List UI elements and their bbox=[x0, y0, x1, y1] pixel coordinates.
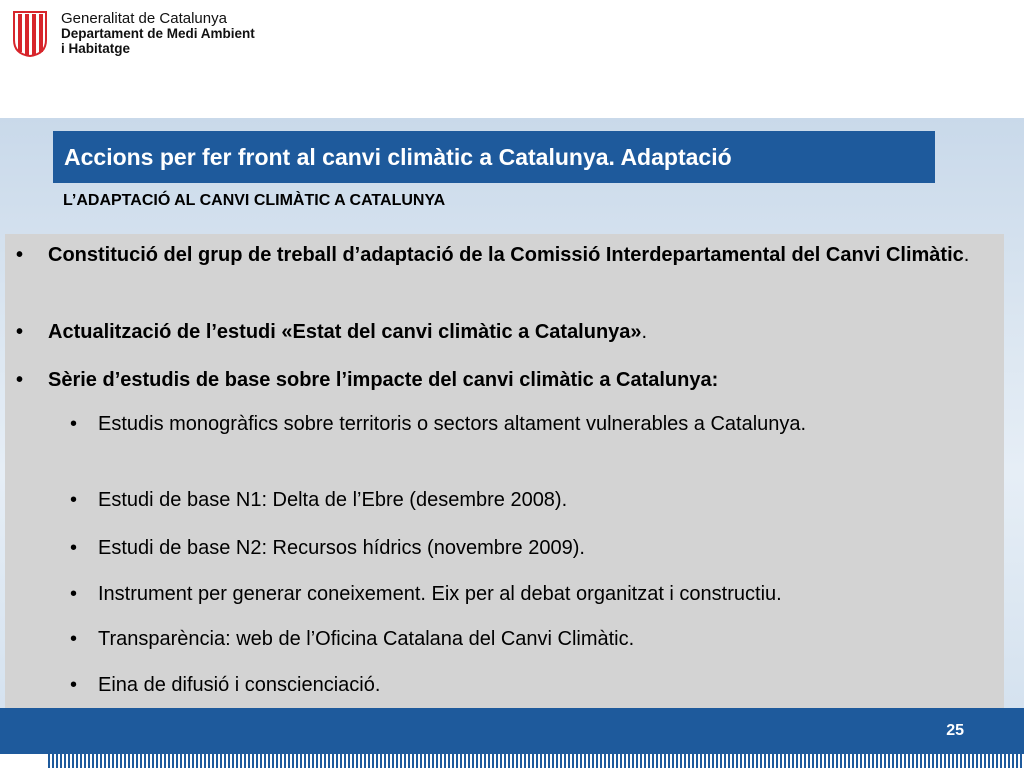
org-line-2: Departament de Medi Ambient bbox=[61, 26, 255, 41]
list-item bbox=[16, 318, 991, 347]
bullet-icon: • bbox=[70, 628, 78, 650]
sub-list-item bbox=[70, 625, 991, 654]
org-line-1: Generalitat de Catalunya bbox=[61, 10, 227, 27]
bullet-icon: • bbox=[70, 489, 78, 511]
list-item bbox=[16, 366, 991, 395]
sub-list-item-text: Instrument per generar coneixement. Eix per al debat organitzat i constructiu. bbox=[98, 583, 782, 605]
footer-stripes-gap bbox=[0, 754, 46, 768]
sub-list-item bbox=[70, 486, 991, 515]
bullet-icon: • bbox=[70, 674, 78, 696]
list-item-text: Sèrie d’estudis de base sobre l’impacte del canvi climàtic a Catalunya: bbox=[48, 369, 719, 391]
org-line-3: i Habitatge bbox=[61, 41, 131, 56]
organization-name bbox=[61, 11, 1024, 56]
sub-list-item-text: Estudi de base N2: Recursos hídrics (novembre 2009). bbox=[98, 537, 585, 559]
page-number: 25 bbox=[946, 722, 964, 739]
list-item-text: Actualització de l’estudi «Estat del canvi climàtic a Catalunya» bbox=[48, 321, 642, 343]
slide-subtitle: L’ADAPTACIÓ AL CANVI CLIMÀTIC A CATALUNYA bbox=[63, 192, 446, 209]
bullet-icon: • bbox=[16, 244, 24, 266]
slide-title: Accions per fer front al canvi climàtic a Catalunya. Adaptació bbox=[53, 131, 935, 183]
sub-list-item bbox=[70, 671, 991, 700]
sub-list-item-text: Transparència: web de l’Oficina Catalana del Canvi Climàtic. bbox=[98, 628, 635, 650]
list-item-tail: . bbox=[641, 321, 648, 343]
bullet-icon: • bbox=[16, 369, 24, 391]
bullet-icon: • bbox=[70, 537, 78, 559]
sub-list-item bbox=[70, 534, 991, 563]
sub-list-item-text: Estudi de base N1: Delta de l’Ebre (desembre 2008). bbox=[98, 489, 568, 511]
header bbox=[0, 0, 1024, 118]
sub-list-item-text: Eina de difusió i conscienciació. bbox=[98, 674, 381, 696]
sub-list-item bbox=[70, 580, 991, 609]
sub-list-item bbox=[70, 410, 991, 439]
list-item bbox=[16, 241, 991, 270]
bullet-icon: • bbox=[70, 413, 78, 435]
footer-bar bbox=[0, 708, 1024, 754]
bullet-icon: • bbox=[70, 583, 78, 605]
footer-stripes bbox=[0, 754, 1024, 768]
sub-list-item-text: Estudis monogràfics sobre territoris o sectors altament vulnerables a Catalunya. bbox=[98, 413, 807, 435]
catalan-flag-logo-icon bbox=[12, 10, 48, 58]
list-item-tail: . bbox=[963, 244, 970, 266]
bullet-icon: • bbox=[16, 321, 24, 343]
list-item-text: Constitució del grup de treball d’adaptació de la Comissió Interdepartamental del Canvi Climàtic bbox=[48, 244, 964, 266]
